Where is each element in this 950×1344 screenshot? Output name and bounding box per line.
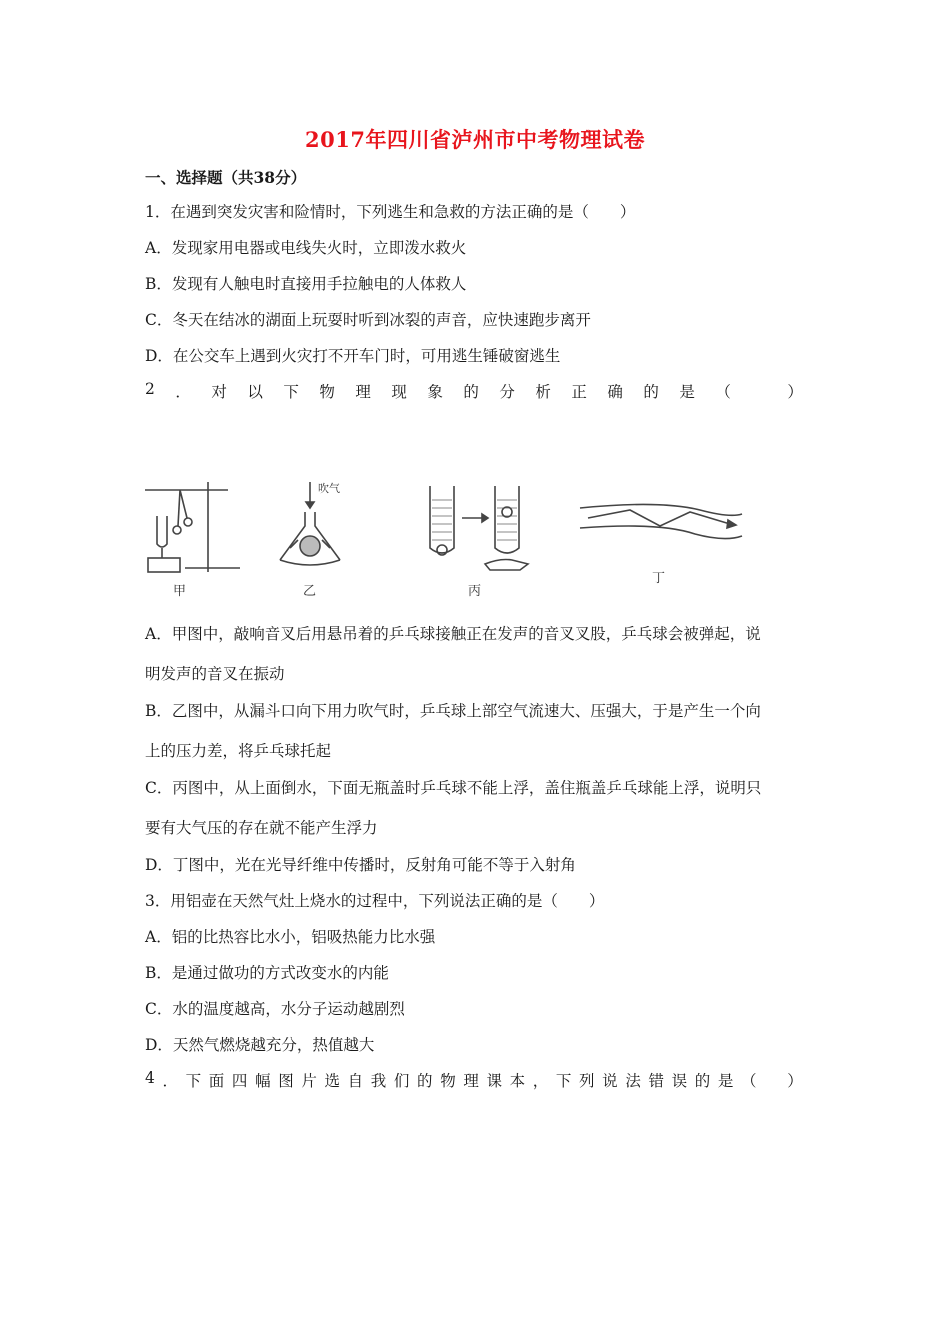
q1-option-b: B．发现有人触电时直接用手拉触电的人体救人	[145, 275, 467, 293]
stem-char: （	[741, 1072, 757, 1090]
stem-char: 现	[391, 383, 407, 401]
stem-char: 误	[671, 1072, 688, 1090]
stem-char: 4	[145, 1069, 155, 1087]
stem-char: ．	[162, 1072, 179, 1090]
q3-stem: 3．用铝壶在天然气灶上烧水的过程中，下列说法正确的是（ ）	[145, 892, 605, 910]
stem-char: 物	[319, 383, 335, 401]
label-chuiqi: 吹气	[318, 482, 340, 495]
exam-title: 2017年四川省泸州市中考物理试卷	[305, 127, 645, 152]
stem-char: 下	[283, 383, 299, 401]
stem-char: 们	[393, 1072, 410, 1090]
figure-jia	[145, 482, 240, 572]
q1-option-d: D．在公交车上遇到火灾打不开车门时，可用逃生锤破窗逃生	[145, 347, 561, 365]
stem-char: 片	[301, 1072, 317, 1090]
stem-char: 列	[579, 1072, 595, 1090]
stem-char: 我	[370, 1072, 387, 1090]
label-bing: 丙	[468, 584, 482, 598]
figure-labels	[173, 481, 665, 598]
stem-char: ）	[787, 383, 803, 401]
label-jia: 甲	[173, 584, 187, 598]
q2-stem	[145, 380, 803, 402]
q2-option-a-line1: A．甲图中，敲响音叉后用悬吊着的乒乓球接触正在发声的音叉叉股，乒乓球会被弹起，说	[145, 625, 761, 643]
q2-option-c-line2: 要有大气压的存在就不能产生浮力	[145, 819, 378, 837]
stem-char: 课	[486, 1072, 502, 1090]
stem-char: 幅	[255, 1072, 271, 1090]
q2-option-b-line2: 上的压力差，将乒乓球托起	[145, 742, 332, 760]
q2-figure	[140, 478, 760, 598]
stem-char: 物	[440, 1072, 456, 1090]
q3-option-b: B．是通过做功的方式改变水的内能	[145, 964, 389, 982]
stem-char: 下	[555, 1072, 572, 1090]
stem-char	[764, 1069, 780, 1091]
stem-char: 2	[145, 380, 155, 398]
stem-char: （	[715, 383, 731, 401]
stem-char: 分	[499, 383, 515, 401]
stem-char: 的	[643, 383, 659, 401]
figure-ding	[580, 504, 742, 538]
q1-stem: 1．在遇到突发灾害和险情时，下列逃生和急救的方法正确的是（ ）	[145, 203, 636, 221]
q4-stem	[145, 1069, 803, 1091]
stem-char: 错	[648, 1072, 664, 1090]
q1-option-a: A．发现家用电器或电线失火时，立即泼水救火	[145, 239, 467, 257]
stem-char: ，	[532, 1072, 549, 1090]
section-heading: 一、选择题（共38分）	[145, 168, 307, 187]
stem-char: 本	[509, 1072, 526, 1090]
q3-option-d: D．天然气燃烧越充分，热值越大	[145, 1036, 375, 1054]
stem-char: 确	[607, 383, 623, 401]
stem-char: 四	[231, 1072, 248, 1090]
stem-char: 面	[208, 1072, 225, 1090]
stem-char: 法	[625, 1072, 641, 1090]
q2-option-b-line1: B．乙图中，从漏斗口向下用力吹气时，乒乓球上部空气流速大、压强大，于是产生一个向	[145, 702, 761, 720]
stem-char: 下	[185, 1072, 202, 1090]
q1-option-c: C．冬天在结冰的湖面上玩耍时听到冰裂的声音，应快速跑步离开	[145, 311, 591, 329]
stem-char: 的	[463, 383, 479, 401]
stem-char: 是	[717, 1072, 734, 1090]
label-yi: 乙	[303, 584, 317, 598]
stem-char: 选	[324, 1072, 340, 1090]
q3-option-a: A．铝的比热容比水小，铝吸热能力比水强	[145, 928, 436, 946]
q2-option-a-line2: 明发声的音叉在振动	[145, 665, 285, 683]
stem-char: ）	[787, 1072, 803, 1090]
stem-char: 理	[355, 383, 371, 401]
stem-char: 是	[679, 383, 695, 401]
stem-char: 说	[602, 1072, 618, 1090]
stem-char: 析	[535, 383, 551, 401]
stem-char: 的	[694, 1072, 711, 1090]
label-ding: 丁	[652, 571, 666, 586]
stem-char: 对	[211, 383, 227, 401]
stem-char: 象	[427, 383, 443, 401]
stem-char: 图	[278, 1072, 294, 1090]
q2-option-d: D．丁图中，光在光导纤维中传播时，反射角可能不等于入射角	[145, 856, 576, 874]
stem-char: 以	[247, 383, 263, 401]
stem-char	[751, 380, 767, 402]
q2-option-c-line1: C．丙图中，从上面倒水，下面无瓶盖时乒乓球不能上浮，盖住瓶盖乒乓球能上浮，说明只	[145, 779, 762, 797]
stem-char: 的	[417, 1072, 433, 1090]
stem-char: 正	[571, 383, 587, 401]
q3-option-c: C．水的温度越高，水分子运动越剧烈	[145, 1000, 405, 1018]
stem-char: 理	[463, 1072, 479, 1090]
stem-char: 自	[347, 1072, 364, 1090]
figure-bing	[430, 486, 528, 570]
stem-char: ．	[175, 383, 191, 401]
